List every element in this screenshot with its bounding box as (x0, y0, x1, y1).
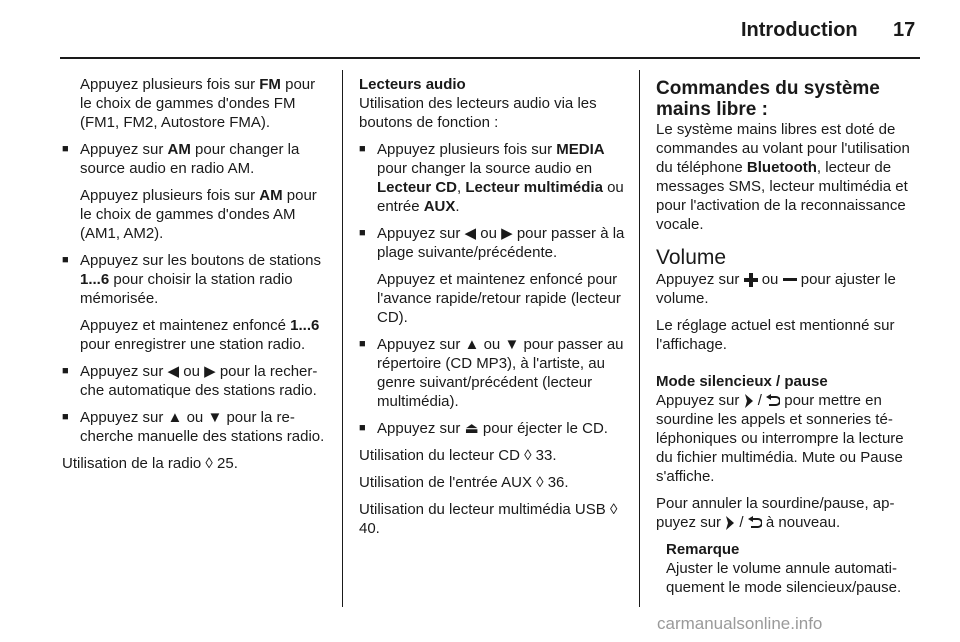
right-arrow-icon: ▶ (204, 363, 216, 380)
list-item: ■ Appuyez sur ◀ ou ▶ pour passer à la plage suivante/précédente. Appuyez et maintenez enfoncé pour l'avance rapide/retour rapide (lecteur CD). (359, 225, 625, 326)
bullet-icon: ■ (359, 422, 366, 434)
section-title: Introduction (741, 19, 858, 41)
mute-heading: Mode silencieux / pause (656, 373, 828, 390)
watermark: carmanualsonline.info (657, 614, 823, 633)
bullet-icon: ■ (62, 254, 69, 266)
right-arrow-icon: ▶ (501, 225, 513, 242)
page-reference: Utilisation du lecteur CD ◊ 33. (359, 447, 557, 464)
list-item: ■ Appuyez sur ⏏ pour éjecter le CD. (359, 420, 608, 437)
bullet-icon: ■ (62, 365, 69, 377)
list-item: ■ Appuyez plusieurs fois sur MEDIA pour changer la source audio en Lecteur CD, Lecteur multimédia ou entrée AUX. (359, 141, 624, 215)
paragraph-volume-display: Le réglage actuel est mentionné sur l'affichage. (656, 317, 895, 353)
reference-arrow-icon: ◊ (609, 501, 618, 518)
paragraph-intro: Le système mains libres est doté de commandes au volant pour l'utilisation du téléphone Bluetooth, lecteur de messages SMS, lecteur multimédia et pour l'activation de la reconnaissance vocale. (656, 121, 910, 233)
section-heading: Lecteurs audio (359, 76, 466, 93)
reference-arrow-icon: ◊ (524, 447, 532, 464)
audio-list (359, 140, 625, 438)
plus-icon (744, 273, 758, 287)
down-arrow-icon: ▼ (504, 336, 520, 353)
list-item: ■ Appuyez sur ▲ ou ▼ pour la recherche manuelle des stations radio. (62, 409, 325, 445)
return-icon (748, 516, 762, 530)
paragraph-intro: Utilisation des lecteurs audio via les boutons de fonction : (359, 95, 597, 131)
section-heading: Commandes du système mains libre : (656, 78, 880, 120)
list-item: ■ Appuyez sur ◀ ou ▶ pour la recherche automatique des stations radio. (62, 363, 318, 399)
list-item: ■ Appuyez sur AM pour changer la source audio en radio AM. Appuyez plusieurs fois sur AM pour le choix de gammes d'ondes AM (AM1, AM2). (62, 141, 317, 242)
reference-arrow-icon: ◊ (536, 474, 544, 491)
up-arrow-icon: ▲ (167, 409, 183, 426)
paragraph-volume: Appuyez sur ou pour ajuster le volume. (656, 271, 896, 307)
down-arrow-icon: ▼ (207, 409, 223, 426)
page-reference: Utilisation de l'entrée AUX ◊ 36. (359, 474, 569, 491)
bullet-icon: ■ (62, 411, 69, 423)
bullet-icon: ■ (62, 143, 69, 155)
eject-icon: ⏏ (464, 420, 479, 437)
paragraph-cancel: Pour annuler la sourdine/pause, appuyez sur / à nouveau. (656, 495, 895, 531)
column-divider (342, 70, 343, 607)
page-number: 17 (893, 19, 916, 41)
left-arrow-icon: ◀ (464, 225, 477, 242)
list-item: ■ Appuyez sur ▲ ou ▼ pour passer au répertoire (CD MP3), à l'artiste, au genre suivant/précédent (lecteur multimédia). (359, 336, 624, 410)
column-radio (62, 75, 328, 481)
note-text: Ajuster le volume annule automatiquement le mode silencieux/pause. (666, 560, 902, 596)
column-audio (359, 75, 625, 546)
bullet-icon: ■ (359, 338, 366, 350)
note-title: Remarque (666, 541, 740, 558)
mute-icon (744, 394, 754, 408)
paragraph-mute: Appuyez sur / pour mettre en sourdine les appels et sonneries téléphoniques ou interrompre la lecture du fichier multimédia. Mute ou Pause s'affiche. (656, 392, 904, 485)
left-arrow-icon: ◀ (167, 363, 180, 380)
page-reference: Utilisation du lecteur multimédia USB ◊ 40. (359, 501, 618, 537)
column-handsfree (656, 78, 922, 605)
return-icon (766, 394, 780, 408)
list-item: ■ Appuyez sur les boutons de stations 1...6 pour choisir la station radio mémorisée. Appuyez et maintenez enfoncé 1...6 pour enregistrer une station radio. (62, 252, 321, 353)
column-divider (639, 70, 640, 607)
page-reference: Utilisation de la radio ◊ 25. (62, 455, 238, 472)
minus-icon (783, 273, 797, 287)
radio-list (62, 140, 328, 446)
header-rule (60, 57, 920, 59)
bullet-icon: ■ (359, 143, 366, 155)
up-arrow-icon: ▲ (464, 336, 480, 353)
volume-heading: Volume (656, 246, 727, 269)
reference-arrow-icon: ◊ (205, 455, 213, 472)
paragraph-fm: Appuyez plusieurs fois sur FM pour le choix de gammes d'ondes FM (FM1, FM2, Autostore FMA). (80, 76, 316, 131)
mute-icon (725, 516, 735, 530)
page-header (0, 0, 960, 58)
bullet-icon: ■ (359, 227, 366, 239)
note-box (656, 540, 922, 597)
